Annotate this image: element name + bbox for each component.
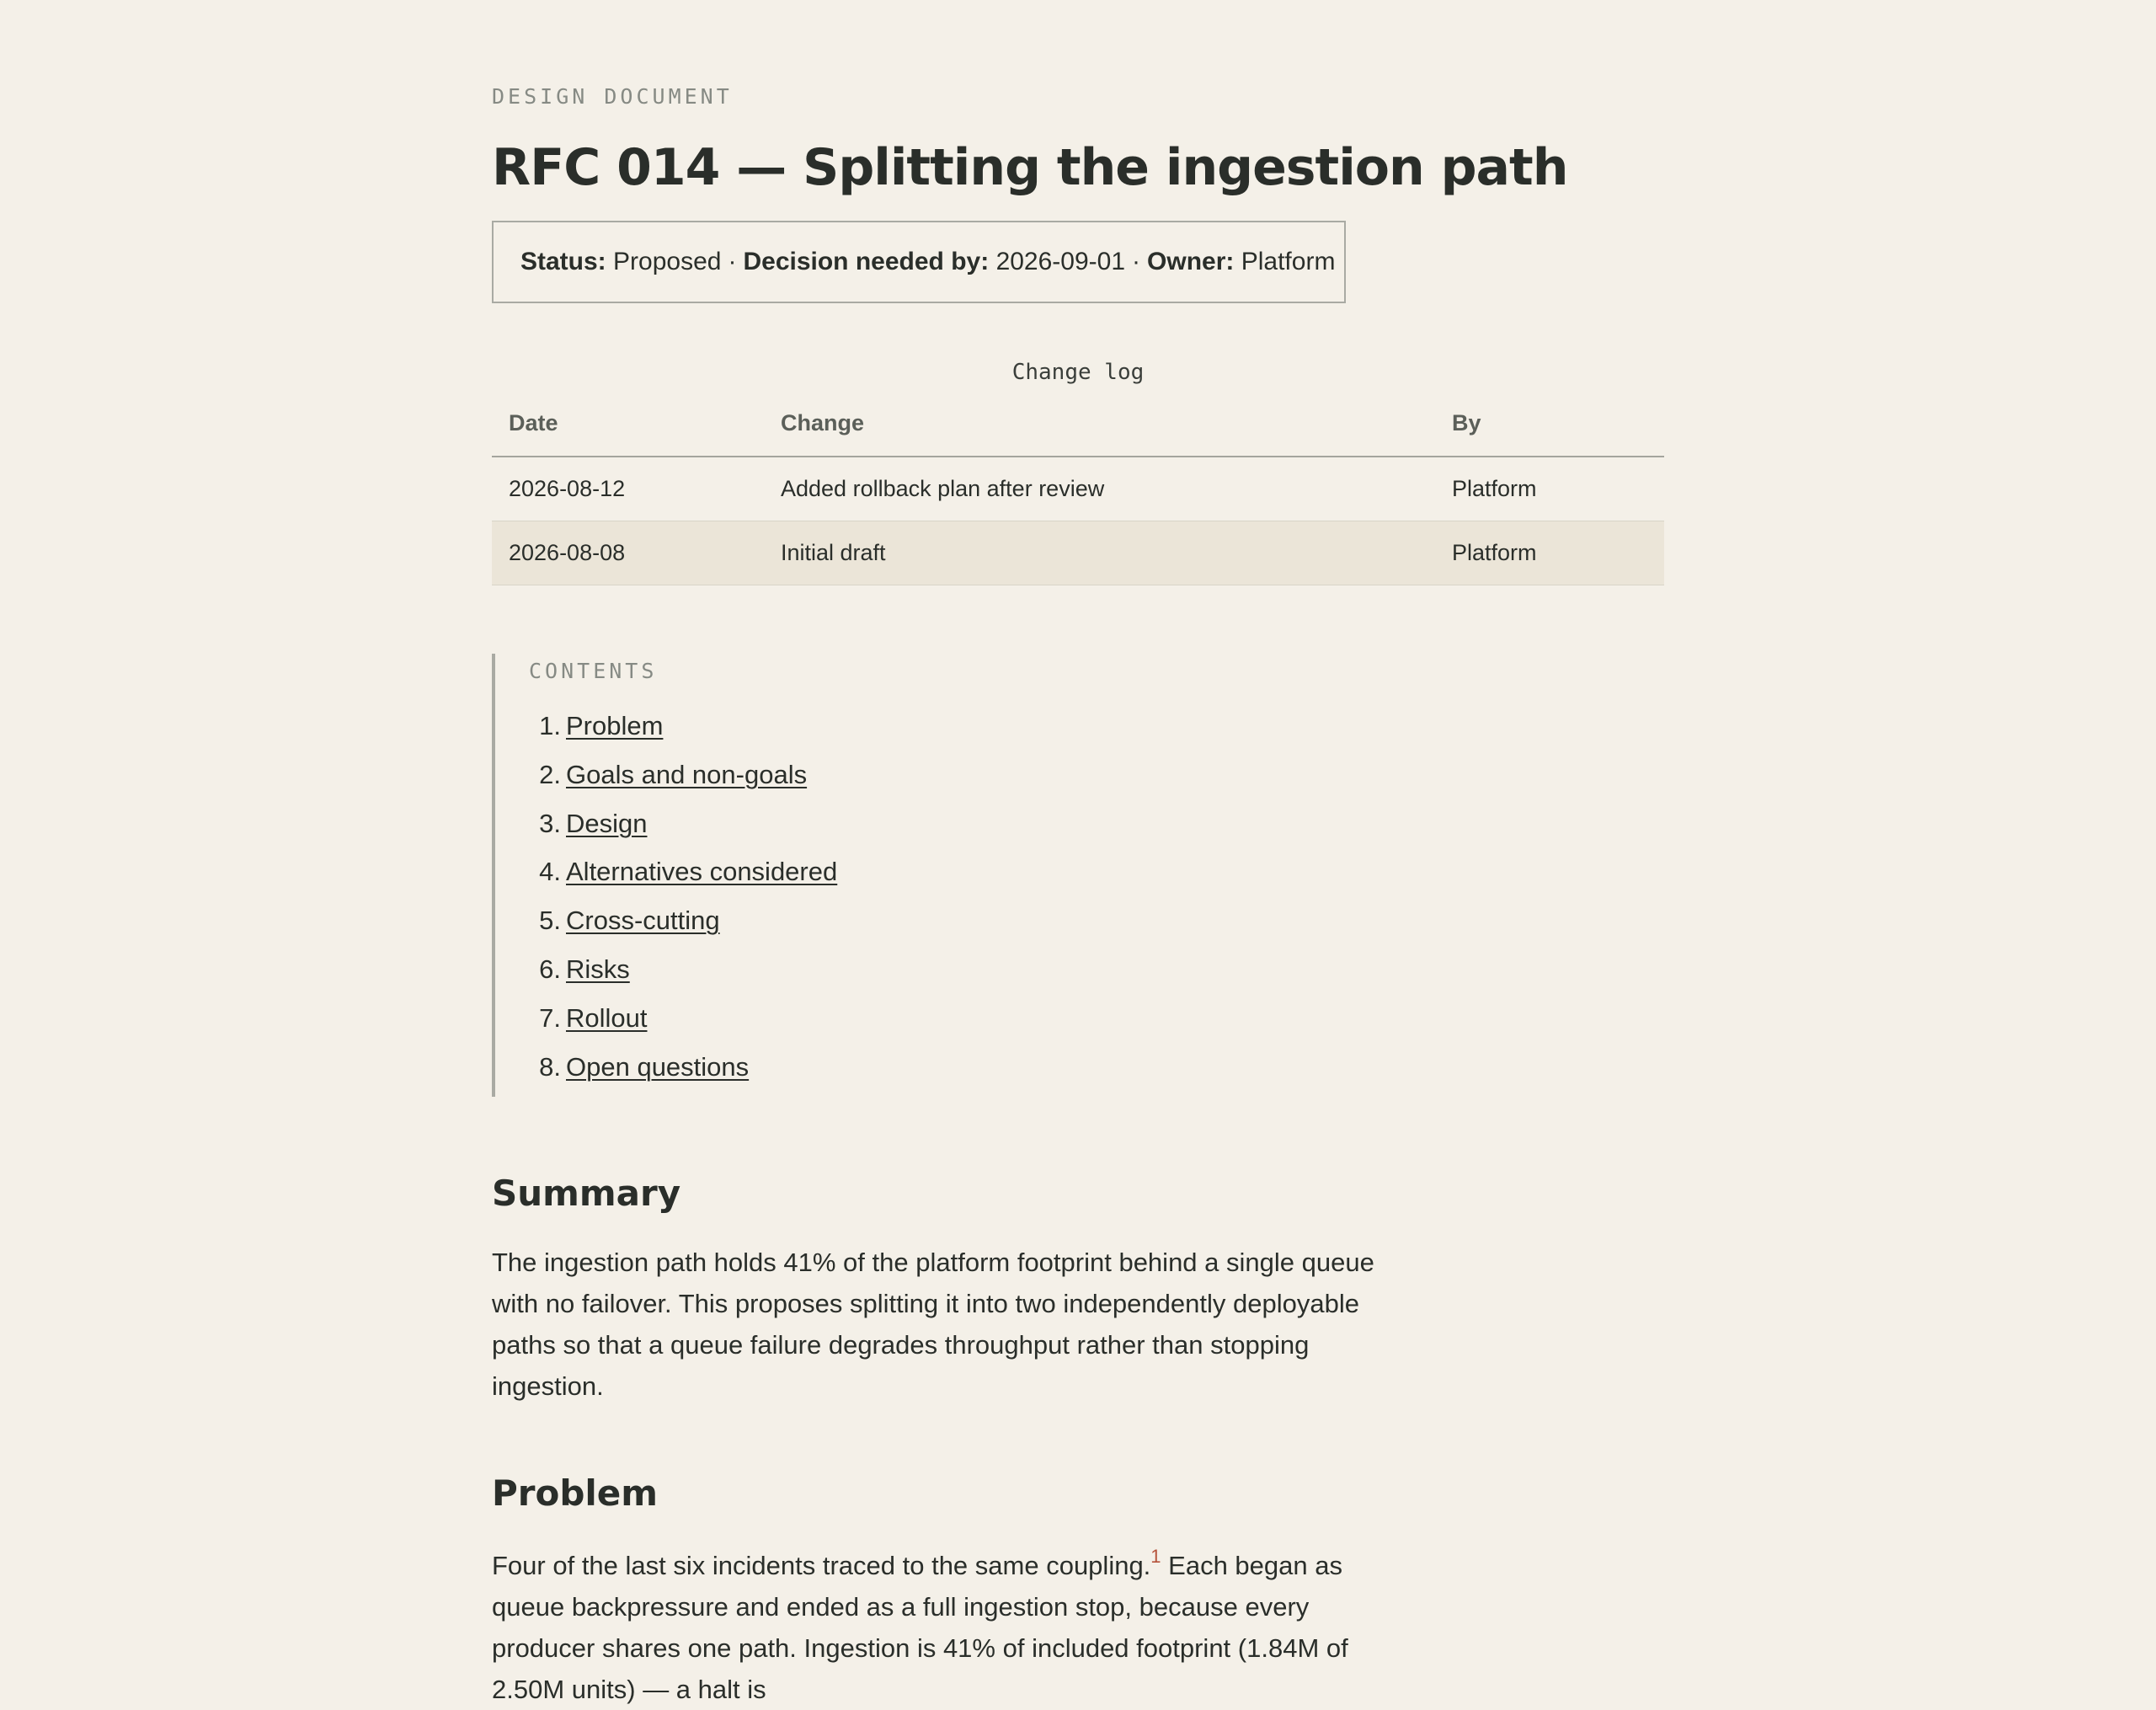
toc-label: CONTENTS (529, 659, 658, 683)
summary-paragraph: The ingestion path holds 41% of the platform footprint behind a single queue with no failover. This proposes splitting it into two independently deployable paths so that a queue failure degrades throughput rather than stopping ingestion. (492, 1248, 1374, 1401)
toc-number: 7. (539, 1002, 561, 1033)
footnote-reference[interactable]: 1 (1150, 1546, 1161, 1567)
toc-link-rollout[interactable]: Rollout (566, 1002, 648, 1033)
page-title: RFC 014 — Splitting the ingestion path (492, 138, 1568, 197)
separator: · (1132, 248, 1141, 275)
table-row (492, 521, 1664, 585)
toc-link-risks[interactable]: Risks (566, 954, 630, 984)
decision-value: 2026-09-01 (995, 248, 1126, 275)
cell-change: Added rollback plan after review (764, 457, 1435, 521)
status-label: Status: (520, 248, 606, 275)
document-eyebrow: DESIGN DOCUMENT (492, 84, 733, 109)
problem-heading: Problem (492, 1472, 659, 1514)
toc-link-open-questions[interactable]: Open questions (566, 1051, 750, 1082)
toc-number: 3. (539, 808, 561, 838)
table-of-contents (492, 654, 1081, 1097)
toc-item (529, 799, 1081, 848)
toc-number: 5. (539, 906, 561, 936)
toc-item (529, 847, 1081, 896)
problem-text-start: Four of the last six incidents traced to the same coupling. (492, 1551, 1151, 1580)
changelog (492, 354, 1664, 585)
toc-link-problem[interactable]: Problem (566, 711, 664, 740)
toc-number: 4. (539, 857, 561, 887)
toc-number: 8. (539, 1051, 561, 1082)
cell-date: 2026-08-12 (492, 457, 764, 521)
toc-item (529, 1043, 1081, 1092)
toc-item (529, 896, 1081, 945)
table-row (492, 457, 1664, 521)
status-value: Proposed (613, 248, 722, 275)
cell-change: Initial draft (764, 521, 1435, 585)
toc-link-goals[interactable]: Goals and non-goals (566, 759, 808, 789)
owner-label: Owner: (1147, 248, 1235, 275)
cell-by: Platform (1435, 521, 1664, 585)
toc-link-design[interactable]: Design (566, 808, 648, 838)
toc-item (529, 702, 1081, 751)
column-header-change: Change (764, 391, 1435, 457)
toc-link-alternatives[interactable]: Alternatives considered (566, 857, 838, 887)
column-header-date: Date (492, 391, 764, 457)
toc-link-cross-cutting[interactable]: Cross-cutting (566, 906, 720, 936)
toc-item (529, 751, 1081, 799)
table-header-row (492, 391, 1664, 457)
toc-list (529, 702, 1081, 1091)
changelog-table (492, 391, 1664, 585)
toc-number: 6. (539, 954, 561, 984)
toc-item (529, 994, 1081, 1043)
summary-heading: Summary (492, 1173, 681, 1214)
column-header-by: By (1435, 391, 1664, 457)
toc-number: 1. (539, 711, 561, 740)
problem-paragraph (492, 1545, 1410, 1710)
cell-date: 2026-08-08 (492, 521, 764, 585)
toc-item (529, 945, 1081, 994)
problem-text-rest: Each began as queue backpressure and ended as a full ingestion stop, because every producer shares one path. Ingestion is 41% of included footprint (1.84M of 2.50M units) — a halt is (492, 1551, 1348, 1704)
status-box (492, 221, 1346, 303)
decision-label: Decision needed by: (743, 248, 990, 275)
cell-by: Platform (1435, 457, 1664, 521)
separator: · (728, 248, 737, 275)
changelog-caption: Change log (1011, 360, 1145, 385)
toc-number: 2. (539, 759, 561, 789)
owner-value: Platform (1241, 248, 1336, 275)
